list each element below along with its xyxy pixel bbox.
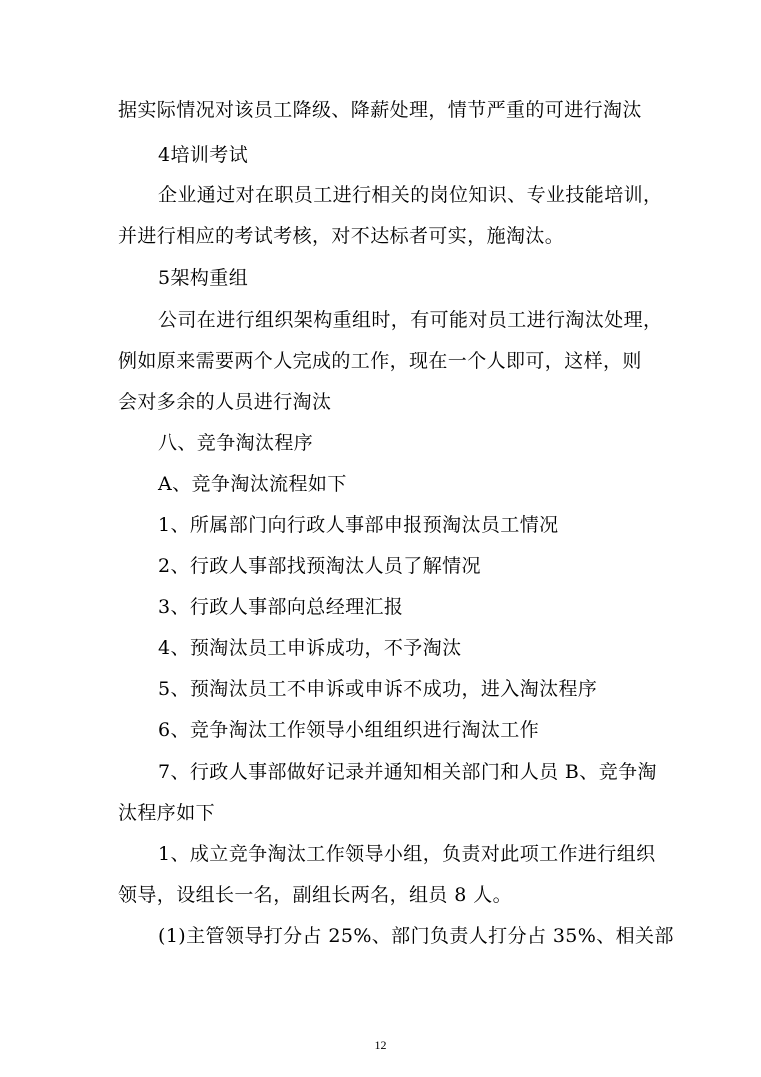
list-item: 5、预淘汰员工不申诉或申诉不成功，进入淘汰程序 — [158, 678, 598, 700]
paragraph-line: 公司在进行组织架构重组时，有可能对员工进行淘汰处理， — [158, 309, 663, 331]
list-item: 1、成立竞争淘汰工作领导小组，负责对此项工作进行组织 — [158, 843, 656, 865]
paragraph-line: 并进行相应的考试考核，对不达标者可实，施淘汰。 — [118, 225, 565, 247]
list-item: 1、所属部门向行政人事部申报预淘汰员工情况 — [158, 514, 559, 536]
list-item: (1)主管领导打分占 25%、部门负责人打分占 35%、相关部 — [158, 925, 674, 947]
paragraph-line: 汰程序如下 — [118, 802, 216, 824]
list-item: 7、行政人事部做好记录并通知相关部门和人员 B、竞争淘 — [158, 761, 657, 783]
section-heading: 5架构重组 — [158, 267, 249, 289]
page-number: 12 — [374, 1038, 387, 1052]
list-item: 4、预淘汰员工申诉成功，不予淘汰 — [158, 637, 462, 659]
list-item: 3、行政人事部向总经理汇报 — [158, 596, 404, 618]
paragraph-line: 会对多余的人员进行淘汰 — [118, 391, 332, 413]
section-heading: 八、竞争淘汰程序 — [158, 432, 314, 454]
paragraph-line: 例如原来需要两个人完成的工作，现在一个人即可，这样，则 — [118, 350, 642, 372]
subsection-heading: A、竞争淘汰流程如下 — [158, 473, 347, 495]
paragraph-line: 领导，设组长一名，副组长两名，组员 8 人。 — [118, 884, 512, 906]
list-item: 6、竞争淘汰工作领导小组组织进行淘汰工作 — [158, 719, 540, 741]
section-heading: 4培训考试 — [158, 144, 249, 166]
paragraph-line: 企业通过对在职员工进行相关的岗位知识、专业技能培训， — [158, 184, 663, 206]
list-item: 2、行政人事部找预淘汰人员了解情况 — [158, 555, 481, 577]
paragraph-line: 据实际情况对该员工降级、降薪处理，情节严重的可进行淘汰 — [118, 99, 642, 121]
